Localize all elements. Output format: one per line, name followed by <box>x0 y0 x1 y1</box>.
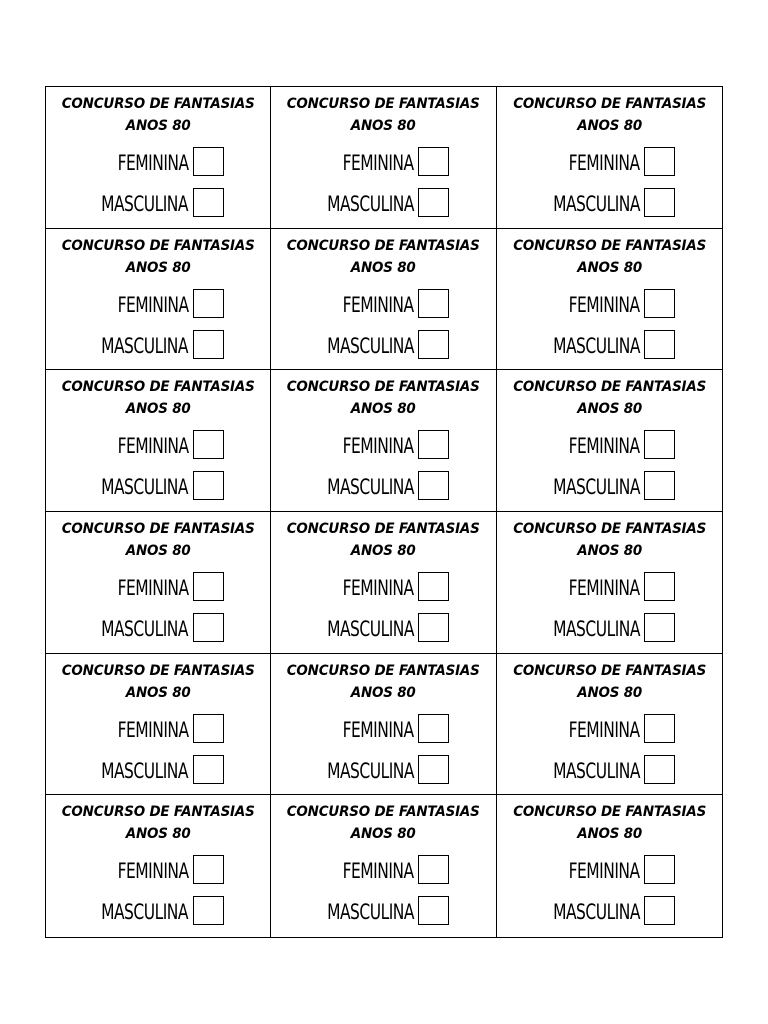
option-male-label: MASCULINA <box>326 475 414 500</box>
card-title-line1: CONCURSO DE FANTASIAS <box>512 96 706 112</box>
male-checkbox[interactable] <box>193 896 224 925</box>
card-title-line2: ANOS 80 <box>351 259 416 276</box>
option-male-label: MASCULINA <box>553 758 640 783</box>
option-male-label: MASCULINA <box>553 900 640 925</box>
female-checkbox[interactable] <box>644 572 675 601</box>
female-checkbox[interactable] <box>418 714 449 743</box>
option-female-label: FEMININA <box>117 859 189 884</box>
card-title <box>276 660 491 704</box>
card-title-line2: ANOS 80 <box>125 259 191 276</box>
card-title-line2: ANOS 80 <box>576 543 642 559</box>
card-title-line2: ANOS 80 <box>125 684 191 701</box>
card-title-line2: ANOS 80 <box>125 118 191 134</box>
option-female-label: FEMININA <box>117 717 189 742</box>
male-checkbox[interactable] <box>418 330 449 359</box>
card-title <box>276 235 491 279</box>
option-male-label: MASCULINA <box>101 333 189 358</box>
card-title-line2: ANOS 80 <box>125 826 191 843</box>
option-female <box>271 147 495 179</box>
option-female <box>46 289 270 321</box>
ballot-card <box>46 87 271 229</box>
option-male-label: MASCULINA <box>553 617 640 641</box>
option-female-label: FEMININA <box>117 151 189 175</box>
option-female-label: FEMININA <box>342 434 414 459</box>
option-male-label: MASCULINA <box>326 758 414 783</box>
card-title <box>501 93 717 137</box>
card-title <box>50 660 265 704</box>
option-male <box>46 188 270 220</box>
ballot-card <box>497 370 722 512</box>
option-female <box>46 147 270 179</box>
ballot-card <box>46 654 271 796</box>
ballot-card <box>271 512 496 654</box>
card-title-line2: ANOS 80 <box>351 118 416 134</box>
male-checkbox[interactable] <box>193 755 224 784</box>
card-title-line2: ANOS 80 <box>576 826 642 843</box>
card-title-line1: CONCURSO DE FANTASIAS <box>61 521 255 537</box>
option-male <box>271 330 495 362</box>
female-checkbox[interactable] <box>418 855 449 884</box>
male-checkbox[interactable] <box>418 471 449 500</box>
female-checkbox[interactable] <box>644 147 675 176</box>
option-male-label: MASCULINA <box>326 617 414 641</box>
option-female-label: FEMININA <box>568 576 640 600</box>
option-male <box>46 755 270 787</box>
female-checkbox[interactable] <box>193 855 224 884</box>
option-male-label: MASCULINA <box>101 192 189 216</box>
option-male <box>497 471 722 503</box>
option-female <box>271 430 495 462</box>
option-female-label: FEMININA <box>117 292 189 317</box>
card-title <box>50 518 265 562</box>
male-checkbox[interactable] <box>644 330 675 359</box>
male-checkbox[interactable] <box>418 755 449 784</box>
female-checkbox[interactable] <box>418 147 449 176</box>
ballot-card <box>46 229 271 371</box>
card-title-line1: CONCURSO DE FANTASIAS <box>512 662 706 679</box>
card-title-line1: CONCURSO DE FANTASIAS <box>287 237 480 254</box>
card-title-line2: ANOS 80 <box>576 401 642 418</box>
card-title-line1: CONCURSO DE FANTASIAS <box>61 804 255 821</box>
option-male <box>271 188 495 220</box>
option-male <box>497 896 722 928</box>
option-male <box>46 613 270 645</box>
card-title <box>501 235 717 279</box>
option-male <box>46 330 270 362</box>
card-title-line1: CONCURSO DE FANTASIAS <box>61 662 255 679</box>
option-male <box>271 896 495 928</box>
card-title <box>50 235 265 279</box>
female-checkbox[interactable] <box>193 572 224 601</box>
male-checkbox[interactable] <box>644 613 675 642</box>
ballot-card <box>46 795 271 937</box>
option-male-label: MASCULINA <box>326 333 414 358</box>
female-checkbox[interactable] <box>418 289 449 318</box>
option-male <box>497 613 722 645</box>
ballot-card <box>497 654 722 796</box>
card-title <box>501 518 717 562</box>
card-title <box>501 376 717 420</box>
male-checkbox[interactable] <box>644 471 675 500</box>
card-title-line2: ANOS 80 <box>576 118 642 134</box>
female-checkbox[interactable] <box>418 430 449 459</box>
option-male-label: MASCULINA <box>101 758 189 783</box>
male-checkbox[interactable] <box>644 188 675 217</box>
option-male <box>46 896 270 928</box>
card-title <box>276 518 491 562</box>
option-female-label: FEMININA <box>117 576 189 600</box>
option-male <box>271 613 495 645</box>
card-title-line1: CONCURSO DE FANTASIAS <box>287 804 480 821</box>
ballot-card <box>271 87 496 229</box>
card-title <box>501 801 717 845</box>
female-checkbox[interactable] <box>193 430 224 459</box>
option-female-label: FEMININA <box>342 292 414 317</box>
option-male <box>46 471 270 503</box>
card-title <box>276 376 491 420</box>
female-checkbox[interactable] <box>418 572 449 601</box>
option-female <box>497 572 722 604</box>
female-checkbox[interactable] <box>644 855 675 884</box>
card-title-line1: CONCURSO DE FANTASIAS <box>287 662 480 679</box>
option-male-label: MASCULINA <box>553 333 640 358</box>
ballot-card <box>271 370 496 512</box>
female-checkbox[interactable] <box>644 289 675 318</box>
male-checkbox[interactable] <box>418 188 449 217</box>
ballot-card <box>271 795 496 937</box>
ballot-card <box>497 795 722 937</box>
card-title <box>50 93 265 137</box>
ballot-card <box>271 654 496 796</box>
card-title-line1: CONCURSO DE FANTASIAS <box>61 96 255 112</box>
card-title <box>50 801 265 845</box>
option-female-label: FEMININA <box>342 151 414 175</box>
card-title-line2: ANOS 80 <box>576 259 642 276</box>
ballot-card <box>497 87 722 229</box>
male-checkbox[interactable] <box>418 613 449 642</box>
card-title-line1: CONCURSO DE FANTASIAS <box>61 237 255 254</box>
option-female <box>271 855 495 887</box>
card-title-line1: CONCURSO DE FANTASIAS <box>512 237 706 254</box>
male-checkbox[interactable] <box>193 188 224 217</box>
ballot-card <box>497 512 722 654</box>
card-title-line2: ANOS 80 <box>351 401 416 418</box>
ballot-card <box>46 512 271 654</box>
option-male-label: MASCULINA <box>553 192 640 216</box>
card-title <box>501 660 717 704</box>
option-male-label: MASCULINA <box>326 900 414 925</box>
option-male <box>271 755 495 787</box>
option-female <box>271 572 495 604</box>
card-title-line2: ANOS 80 <box>351 826 416 843</box>
card-title-line1: CONCURSO DE FANTASIAS <box>287 379 480 396</box>
option-male <box>271 471 495 503</box>
card-title-line1: CONCURSO DE FANTASIAS <box>512 804 706 821</box>
card-title-line1: CONCURSO DE FANTASIAS <box>512 521 706 537</box>
option-female-label: FEMININA <box>342 859 414 884</box>
ballot-sheet <box>45 86 723 938</box>
card-title-line2: ANOS 80 <box>351 543 416 559</box>
male-checkbox[interactable] <box>193 471 224 500</box>
option-female <box>497 430 722 462</box>
option-female <box>46 855 270 887</box>
option-female <box>271 289 495 321</box>
card-title-line1: CONCURSO DE FANTASIAS <box>512 379 706 396</box>
male-checkbox[interactable] <box>418 896 449 925</box>
card-title-line1: CONCURSO DE FANTASIAS <box>287 521 480 537</box>
card-title <box>276 93 491 137</box>
option-female-label: FEMININA <box>568 151 640 175</box>
card-title-line1: CONCURSO DE FANTASIAS <box>61 379 255 396</box>
female-checkbox[interactable] <box>193 714 224 743</box>
female-checkbox[interactable] <box>644 430 675 459</box>
male-checkbox[interactable] <box>644 896 675 925</box>
female-checkbox[interactable] <box>644 714 675 743</box>
male-checkbox[interactable] <box>193 613 224 642</box>
option-female <box>497 147 722 179</box>
female-checkbox[interactable] <box>193 289 224 318</box>
option-female-label: FEMININA <box>342 576 414 600</box>
option-male <box>497 755 722 787</box>
card-title <box>276 801 491 845</box>
option-female <box>46 430 270 462</box>
option-female-label: FEMININA <box>342 717 414 742</box>
option-female-label: FEMININA <box>568 717 640 742</box>
option-male <box>497 188 722 220</box>
option-male-label: MASCULINA <box>326 192 414 216</box>
option-female-label: FEMININA <box>117 434 189 459</box>
option-female <box>497 289 722 321</box>
female-checkbox[interactable] <box>193 147 224 176</box>
male-checkbox[interactable] <box>193 330 224 359</box>
option-female-label: FEMININA <box>568 292 640 317</box>
option-female <box>271 714 495 746</box>
card-title <box>50 376 265 420</box>
card-title-line2: ANOS 80 <box>125 543 191 559</box>
ballot-card <box>497 229 722 371</box>
option-female <box>497 855 722 887</box>
option-male-label: MASCULINA <box>101 900 189 925</box>
option-female <box>497 714 722 746</box>
ballot-card <box>46 370 271 512</box>
option-male <box>497 330 722 362</box>
option-female <box>46 572 270 604</box>
option-male-label: MASCULINA <box>553 475 640 500</box>
option-male-label: MASCULINA <box>101 475 189 500</box>
option-male-label: MASCULINA <box>101 617 189 641</box>
male-checkbox[interactable] <box>644 755 675 784</box>
option-female-label: FEMININA <box>568 859 640 884</box>
card-title-line1: CONCURSO DE FANTASIAS <box>287 96 480 112</box>
card-title-line2: ANOS 80 <box>576 684 642 701</box>
option-female <box>46 714 270 746</box>
card-title-line2: ANOS 80 <box>351 684 416 701</box>
option-female-label: FEMININA <box>568 434 640 459</box>
card-title-line2: ANOS 80 <box>125 401 191 418</box>
ballot-card <box>271 229 496 371</box>
